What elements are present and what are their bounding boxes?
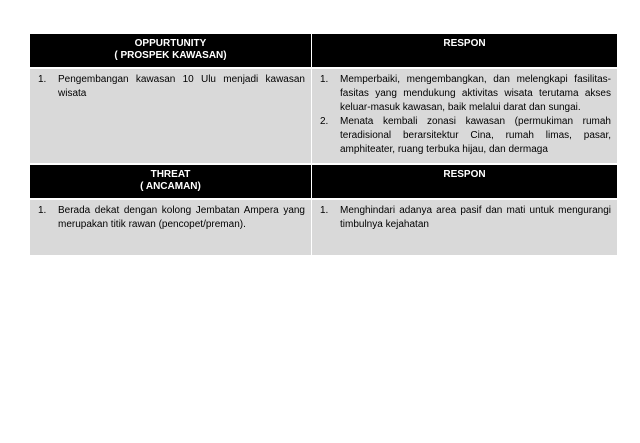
opportunity-respon-header [312, 34, 618, 67]
threat-list [32, 204, 305, 232]
threat-subtitle: ( ANCAMAN) [140, 181, 201, 192]
list-number: 1. [38, 205, 47, 216]
threat-body-row [30, 200, 617, 255]
threat-respon-header [312, 165, 618, 198]
list-item [32, 204, 305, 232]
threat-header [30, 165, 312, 198]
list-number: 2. [320, 116, 329, 127]
list-item [314, 73, 611, 115]
opportunity-cell [30, 69, 312, 163]
list-text: Menghindari adanya area pasif dan mati untuk mengurangi timbulnya kejahatan [340, 205, 611, 230]
opportunity-respon-cell [312, 69, 618, 163]
list-number: 1. [38, 74, 47, 85]
threat-respon-cell [312, 200, 618, 255]
opportunity-body-row [30, 69, 617, 163]
opportunity-list [32, 73, 305, 101]
list-text: Pengembangan kawasan 10 Ulu menjadi kawasan wisata [58, 74, 305, 99]
list-number: 1. [320, 74, 329, 85]
threat-cell [30, 200, 312, 255]
swot-table [30, 34, 617, 255]
threat-header-row [30, 165, 617, 198]
list-text: Berada dekat dengan kolong Jembatan Ampera yang merupakan titik rawan (pencopet/preman). [58, 205, 305, 230]
threat-respon-list [314, 204, 611, 232]
list-number: 1. [320, 205, 329, 216]
respon-title: RESPON [443, 38, 486, 49]
opportunity-title: OPPURTUNITY [134, 38, 207, 49]
list-text: Menata kembali zonasi kawasan (permukiman rumah teradisional berarsitektur Cina, rumah limas, pasar, amphiteater, ruang terbuka hijau, dan dermaga [340, 116, 611, 155]
opportunity-header-row [30, 34, 617, 67]
list-item [32, 73, 305, 101]
opportunity-respon-list [314, 73, 611, 157]
list-item [314, 115, 611, 157]
list-item [314, 204, 611, 232]
respon-title: RESPON [443, 169, 486, 180]
opportunity-subtitle: ( PROSPEK KAWASAN) [114, 50, 227, 61]
list-text: Memperbaiki, mengembangkan, dan melengkapi fasilitas-fasitas yang mendukung aktivitas wisata terutama akses keluar-masuk kawasan, baik melalui darat dan sungai. [340, 74, 611, 113]
opportunity-header [30, 34, 312, 67]
threat-title: THREAT [150, 169, 191, 180]
